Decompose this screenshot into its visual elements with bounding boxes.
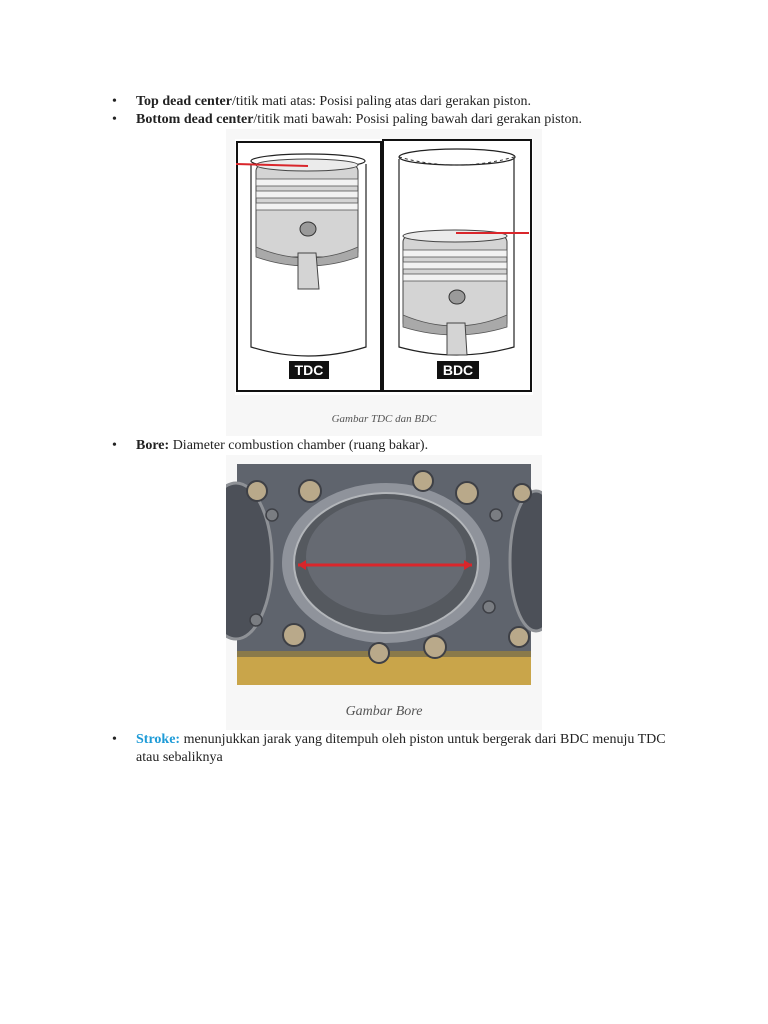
figure-bore bbox=[226, 455, 542, 730]
figure-caption-bore: Gambar Bore bbox=[345, 704, 423, 719]
term-stroke: Stroke: bbox=[136, 732, 181, 747]
figure-caption-tdc-bdc: Gambar TDC dan BDC bbox=[331, 413, 437, 425]
definition-top-dead-center: /titik mati atas: Posisi paling atas dari gerakan piston. bbox=[231, 94, 531, 109]
term-bore: Bore: bbox=[136, 438, 170, 453]
tdc-label: TDC bbox=[294, 362, 324, 378]
tdc-bdc-diagram bbox=[226, 129, 542, 399]
bdc-label: BDC bbox=[442, 362, 474, 378]
term-bottom-dead-center: Bottom dead center bbox=[136, 112, 254, 127]
bullet-icon: • bbox=[112, 94, 117, 109]
figure-tdc-bdc bbox=[226, 129, 542, 436]
definition-bore: Diameter combustion chamber (ruang bakar). bbox=[169, 438, 429, 453]
definition-bottom-dead-center: /titik mati bawah: Posisi paling bawah dari gerakan piston. bbox=[253, 112, 582, 127]
bullet-icon: • bbox=[112, 112, 117, 127]
term-top-dead-center: Top dead center bbox=[136, 94, 232, 109]
bullet-icon: • bbox=[112, 732, 117, 747]
bullet-icon: • bbox=[112, 438, 117, 453]
bore-photo-illustration bbox=[226, 455, 542, 687]
definition-stroke: menunjukkan jarak yang ditempuh oleh piston untuk bergerak dari BDC menuju TDC atau sebaliknya bbox=[136, 732, 666, 765]
